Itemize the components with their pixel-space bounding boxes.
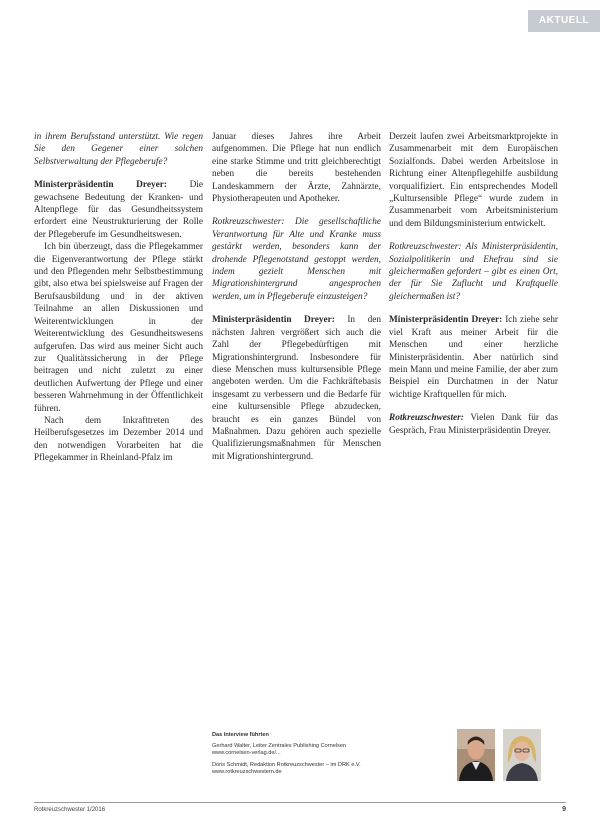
speaker-name: Ministerpräsidentin Dreyer: bbox=[34, 180, 167, 191]
interviewer-photo-woman bbox=[503, 729, 541, 781]
credits-heading: Das Interview führten bbox=[212, 732, 269, 738]
answer-paragraph bbox=[34, 179, 203, 241]
answer-text: Die gewachsene Bedeutung der Kranken- und Altenpflege für das Gesundheitssystem erfordert eine Neustrukturierung der Rolle der Pflegeberufe im Gesundheitswesen. bbox=[34, 180, 203, 240]
footer-publication: Rotkreuzschwester 1/2016 bbox=[34, 807, 106, 813]
body-paragraph: Ich bin überzeugt, dass die Pflegekammer die Eigenverantwortung der Pflege stärkt und den Pflegenden mehr Selbstbestimmung gibt, also etwa bei spielsweise auf Fragen der Berufsausbildung und in der aktiven Teilnahme an allen Diskussionen und Weiterentwicklungen in der Weiterentwicklung des Gesundheitswesens aufgerufen. Das wird aus meiner Sicht auch zur Qualitätssicherung in der Pflege beitragen und nicht zuletzt zu einer deutlichen Aufwertung der Pflege und einer besseren Wahrnehmung in der Öffentlichkeit führen. bbox=[34, 242, 203, 414]
body-paragraph: Derzeit laufen zwei Arbeitsmarktprojekte in Zusammenarbeit mit dem Europäischen Sozialfonds. Dabei werden Arbeitslose in Richtung einer Altenpflegehilfe ausbildung vorqualifiziert. Ein entsprechendes Modell „Kultursensible Pflege“ wurde zudem in Zusammenarbeit vom Arbeitsministerium und dem Bildungsministerium entwickelt. bbox=[389, 132, 558, 229]
closing-text: Vielen Dank für das Gespräch, Frau Ministerpräsidentin Dreyer. bbox=[389, 413, 558, 436]
page-footer bbox=[34, 802, 566, 817]
credit-line: Gerhard Walter, Leiter Zentrales Publishing Cornelsen bbox=[212, 742, 347, 749]
speaker-name: Rotkreuzschwester: bbox=[389, 413, 464, 424]
answer-text: In den nächsten Jahren vergrößert sich auch die Zahl der Pflegebedürftigen mit Migrationshintergrund. Insbesondere für diese Menschen muss kultursensible Pflege angeboten werden. Um die Fachkräftebasis insgesamt zu verbessern und die Bedarfe für eine kultursensible Pflege abzudecken, braucht es ein ganzes Bündel von Maßnahmen. Dazu gehören auch spezielle Qualifizierungsmaßnahmen für Menschen mit Migrationshintergrund. bbox=[212, 315, 381, 462]
interviewer-photo-man bbox=[457, 729, 495, 781]
credit-line: www.rotkreuzschwestern.de bbox=[212, 769, 282, 776]
question-paragraph: Rotkreuzschwester: Die gesellschaftliche Verantwortung für Alte und Kranke muss gestärkt werden, besonders kann der drohende Pflegenotstand gestoppt werden, indem gezielt Menschen mit Migrationshintergrund angesprochen werden, um in Pflegeberufe einzusteigen? bbox=[212, 217, 381, 302]
column-3 bbox=[389, 131, 558, 448]
question-paragraph: Rotkreuzschwester: Als Ministerpräsidentin, Sozialpolitikerin und Ehefrau sind sie gleichermaßen gefordert – gibt es einen Ort, der für Sie Zuflucht und Kraftquelle gleichermaßen ist? bbox=[389, 242, 558, 302]
credit-line: Doris Schmidt, Redaktion Rotkreuzschwester – im DRK e.V. bbox=[212, 761, 361, 768]
interview-credits bbox=[212, 732, 452, 777]
section-tab: AKTUELL bbox=[528, 10, 600, 32]
answer-paragraph bbox=[212, 314, 381, 463]
answer-paragraph bbox=[389, 314, 558, 401]
page-number: 9 bbox=[562, 806, 566, 813]
column-2 bbox=[212, 131, 381, 474]
body-paragraph: Nach dem Inkrafttreten des Heilberufsgesetzes im Dezember 2014 und den notwendigen Vorarbeiten hat die Pflegekammer in Rheinland-Pfalz im bbox=[34, 415, 203, 464]
question-paragraph: in ihrem Berufsstand unterstützt. Wie regen Sie den Gegener einer solchen Selbstverwaltung der Pflegeberufe? bbox=[34, 132, 203, 167]
closing-paragraph bbox=[389, 412, 558, 437]
column-1 bbox=[34, 131, 203, 476]
answer-text: Ich ziehe sehr viel Kraft aus meiner Arbeit für die Menschen und einer herzliche Ministerpräsidentin. Aber natürlich sind mein Mann und meine Familie, der aber zum Beispiel ein Durchatmen in der Natur wichtige Kraftquellen für mich. bbox=[389, 315, 558, 400]
speaker-name: Ministerpräsidentin Dreyer: bbox=[389, 315, 503, 326]
credit-line: www.cornelsen-verlag.de/... bbox=[212, 750, 281, 757]
speaker-name: Ministerpräsidentin Dreyer: bbox=[212, 315, 335, 326]
body-paragraph: Januar dieses Jahres ihre Arbeit aufgenommen. Die Pflege hat nun endlich eine starke Stimme und tritt gleichberechtigt neben die bereits bestehenden Landeskammern der Ärzte, Zahnärzte, Physiotherapeuten und Apotheker. bbox=[212, 132, 381, 205]
